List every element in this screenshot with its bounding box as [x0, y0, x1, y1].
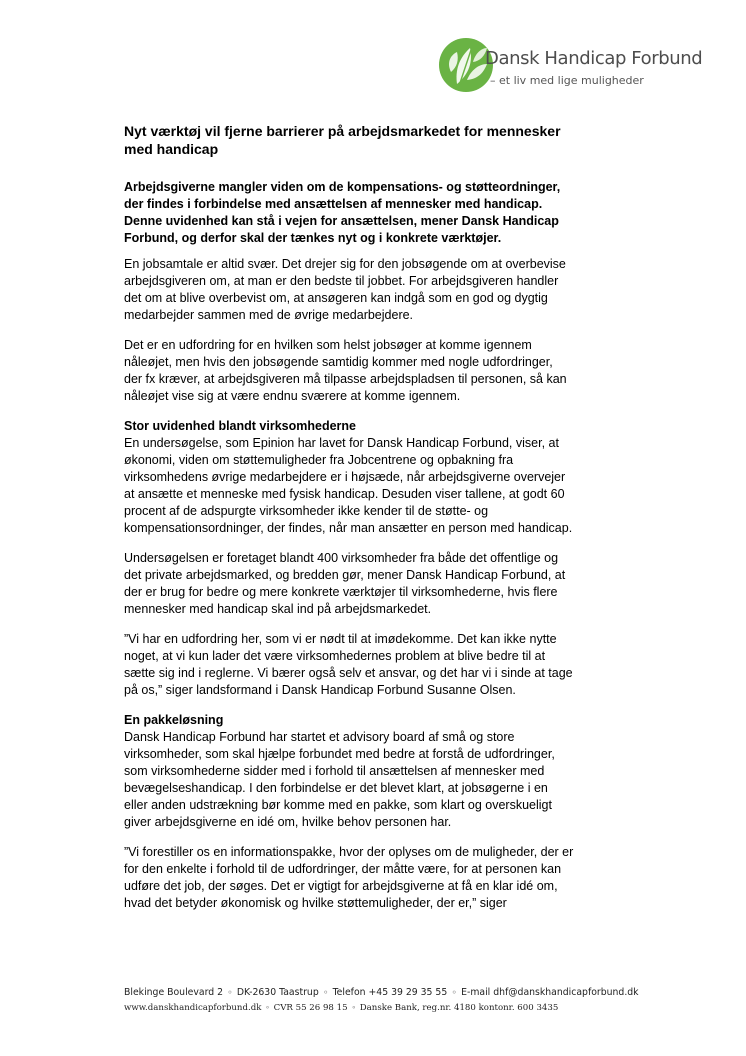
- article-title: Nyt værktøj vil fjerne barrierer på arbejdsmarkedet for mennesker med handicap: [124, 123, 561, 157]
- paragraph: Undersøgelsen er foretaget blandt 400 virksomheder fra både det offentlige og det private arbejdsmarked, og bredden gør, mener Dansk Handicap Forbund, at der er brug for bedre og mere konkrete værktøjer til virksomhederne, hvis flere mennesker med handicap skal ind på arbejdsmarkedet.: [124, 551, 566, 616]
- section-heading: En pakkeløsning: [124, 713, 224, 727]
- paragraph: Dansk Handicap Forbund har startet et advisory board af små og store virksomheder, som skal hjælpe forbundet med bedre at forstå de udfordringer, som virksomhederne sidder med i forhold til ansættelsen af mennesker med bevægelseshandicap. I den forbindelse er det blevet klart, at jobsøgerne i en eller anden udstrækning bør komme med en pakke, som klart og overskueligt giver arbejdsgiverne en idé om, hvilke behov personen har.: [124, 730, 555, 829]
- footer-separator: ∘: [265, 1003, 270, 1013]
- footer-contact-line: [124, 986, 684, 999]
- paragraph: En undersøgelse, som Epinion har lavet for Dansk Handicap Forbund, viser, at økonomi, viden om støttemuligheder fra Jobcentrene og opbakning fra virksomhedens øvrige medarbejdere er i højsæde, når arbejdsgiverne overvejer at ansætte et menneske med fysisk handicap. Desuden viser tallene, at godt 60 procent af de adspurgte virksomheder ikke kender til de støtte- og kompensationsordninger, der findes, når man ansætter en person med handicap.: [124, 436, 573, 535]
- article-lead: Arbejdsgiverne mangler viden om de kompensations- og støtteordninger, der findes i forbindelse med ansættelsen af mennesker med handicap. Denne uvidenhed kan stå i vejen for ansættelsen, mener Dansk Handicap Forbund, og derfor skal der tænkes nyt og i konkrete værktøjer.: [124, 180, 561, 245]
- paragraph: En jobsamtale er altid svær. Det drejer sig for den jobsøgende om at overbevise arbejdsgiveren om, at man er den bedste til jobbet. For arbejdsgiveren handler det om at blive overbevist om, at ansøgeren kan indgå som en god og dygtig medarbejder sammen med de øvrige medarbejdere.: [124, 257, 566, 322]
- footer-city: DK-2630 Taastrup: [236, 987, 319, 998]
- logo-name: Dansk Handicap Forbund: [485, 48, 703, 69]
- paragraph: ”Vi har en udfordring her, som vi er nødt til at imødekomme. Det kan ikke nytte noget, at vi kun lader det være virksomhedernes problem at blive bedre til at sætte sig ind i reglerne. Vi bærer også selv et ansvar, og det har vi i sinde at tage på os,” siger landsformand i Dansk Handicap Forbund Susanne Olsen.: [124, 632, 573, 697]
- section-heading: Stor uvidenhed blandt virksomhederne: [124, 419, 356, 433]
- footer-separator: ∘: [322, 987, 329, 998]
- footer-email: E-mail dhf@danskhandicapforbund.dk: [461, 987, 639, 998]
- logo-tagline: – et liv med lige muligheder: [490, 74, 644, 87]
- footer-bank: Danske Bank, reg.nr. 4180 kontonr. 600 3435: [359, 1003, 559, 1013]
- footer-address: Blekinge Boulevard 2: [124, 987, 224, 998]
- footer-separator: ∘: [227, 987, 233, 998]
- footer-separator: ∘: [351, 1003, 356, 1013]
- footer-separator: ∘: [451, 987, 458, 998]
- logo: [437, 36, 727, 94]
- footer-phone: Telefon +45 39 29 35 55: [332, 987, 448, 998]
- footer-web: www.danskhandicapforbund.dk: [124, 1003, 262, 1013]
- footer-company-line: [124, 1002, 684, 1015]
- paragraph: Det er en udfordring for en hvilken som helst jobsøger at komme igennem nåleøjet, men hvis den jobsøgende samtidig kommer med nogle udfordringer, der fx kræver, at arbejdsgiveren må tilpasse arbejdspladsen til personen, så kan nåleøjet vise sig at være endnu sværere at komme igennem.: [124, 338, 567, 403]
- article: [124, 123, 574, 925]
- footer-cvr: CVR 55 26 98 15: [273, 1003, 348, 1013]
- paragraph: ”Vi forestiller os en informationspakke, hvor der oplyses om de muligheder, der er for den enkelte i forhold til de udfordringer, der måtte være, for at personen kan udføre det job, der søges. Det er vigtigt for arbejdsgiverne at få en klar idé om, hvad det betyder økonomisk og hvilke støttemuligheder, der er,” siger: [124, 845, 574, 910]
- footer: [124, 986, 684, 1015]
